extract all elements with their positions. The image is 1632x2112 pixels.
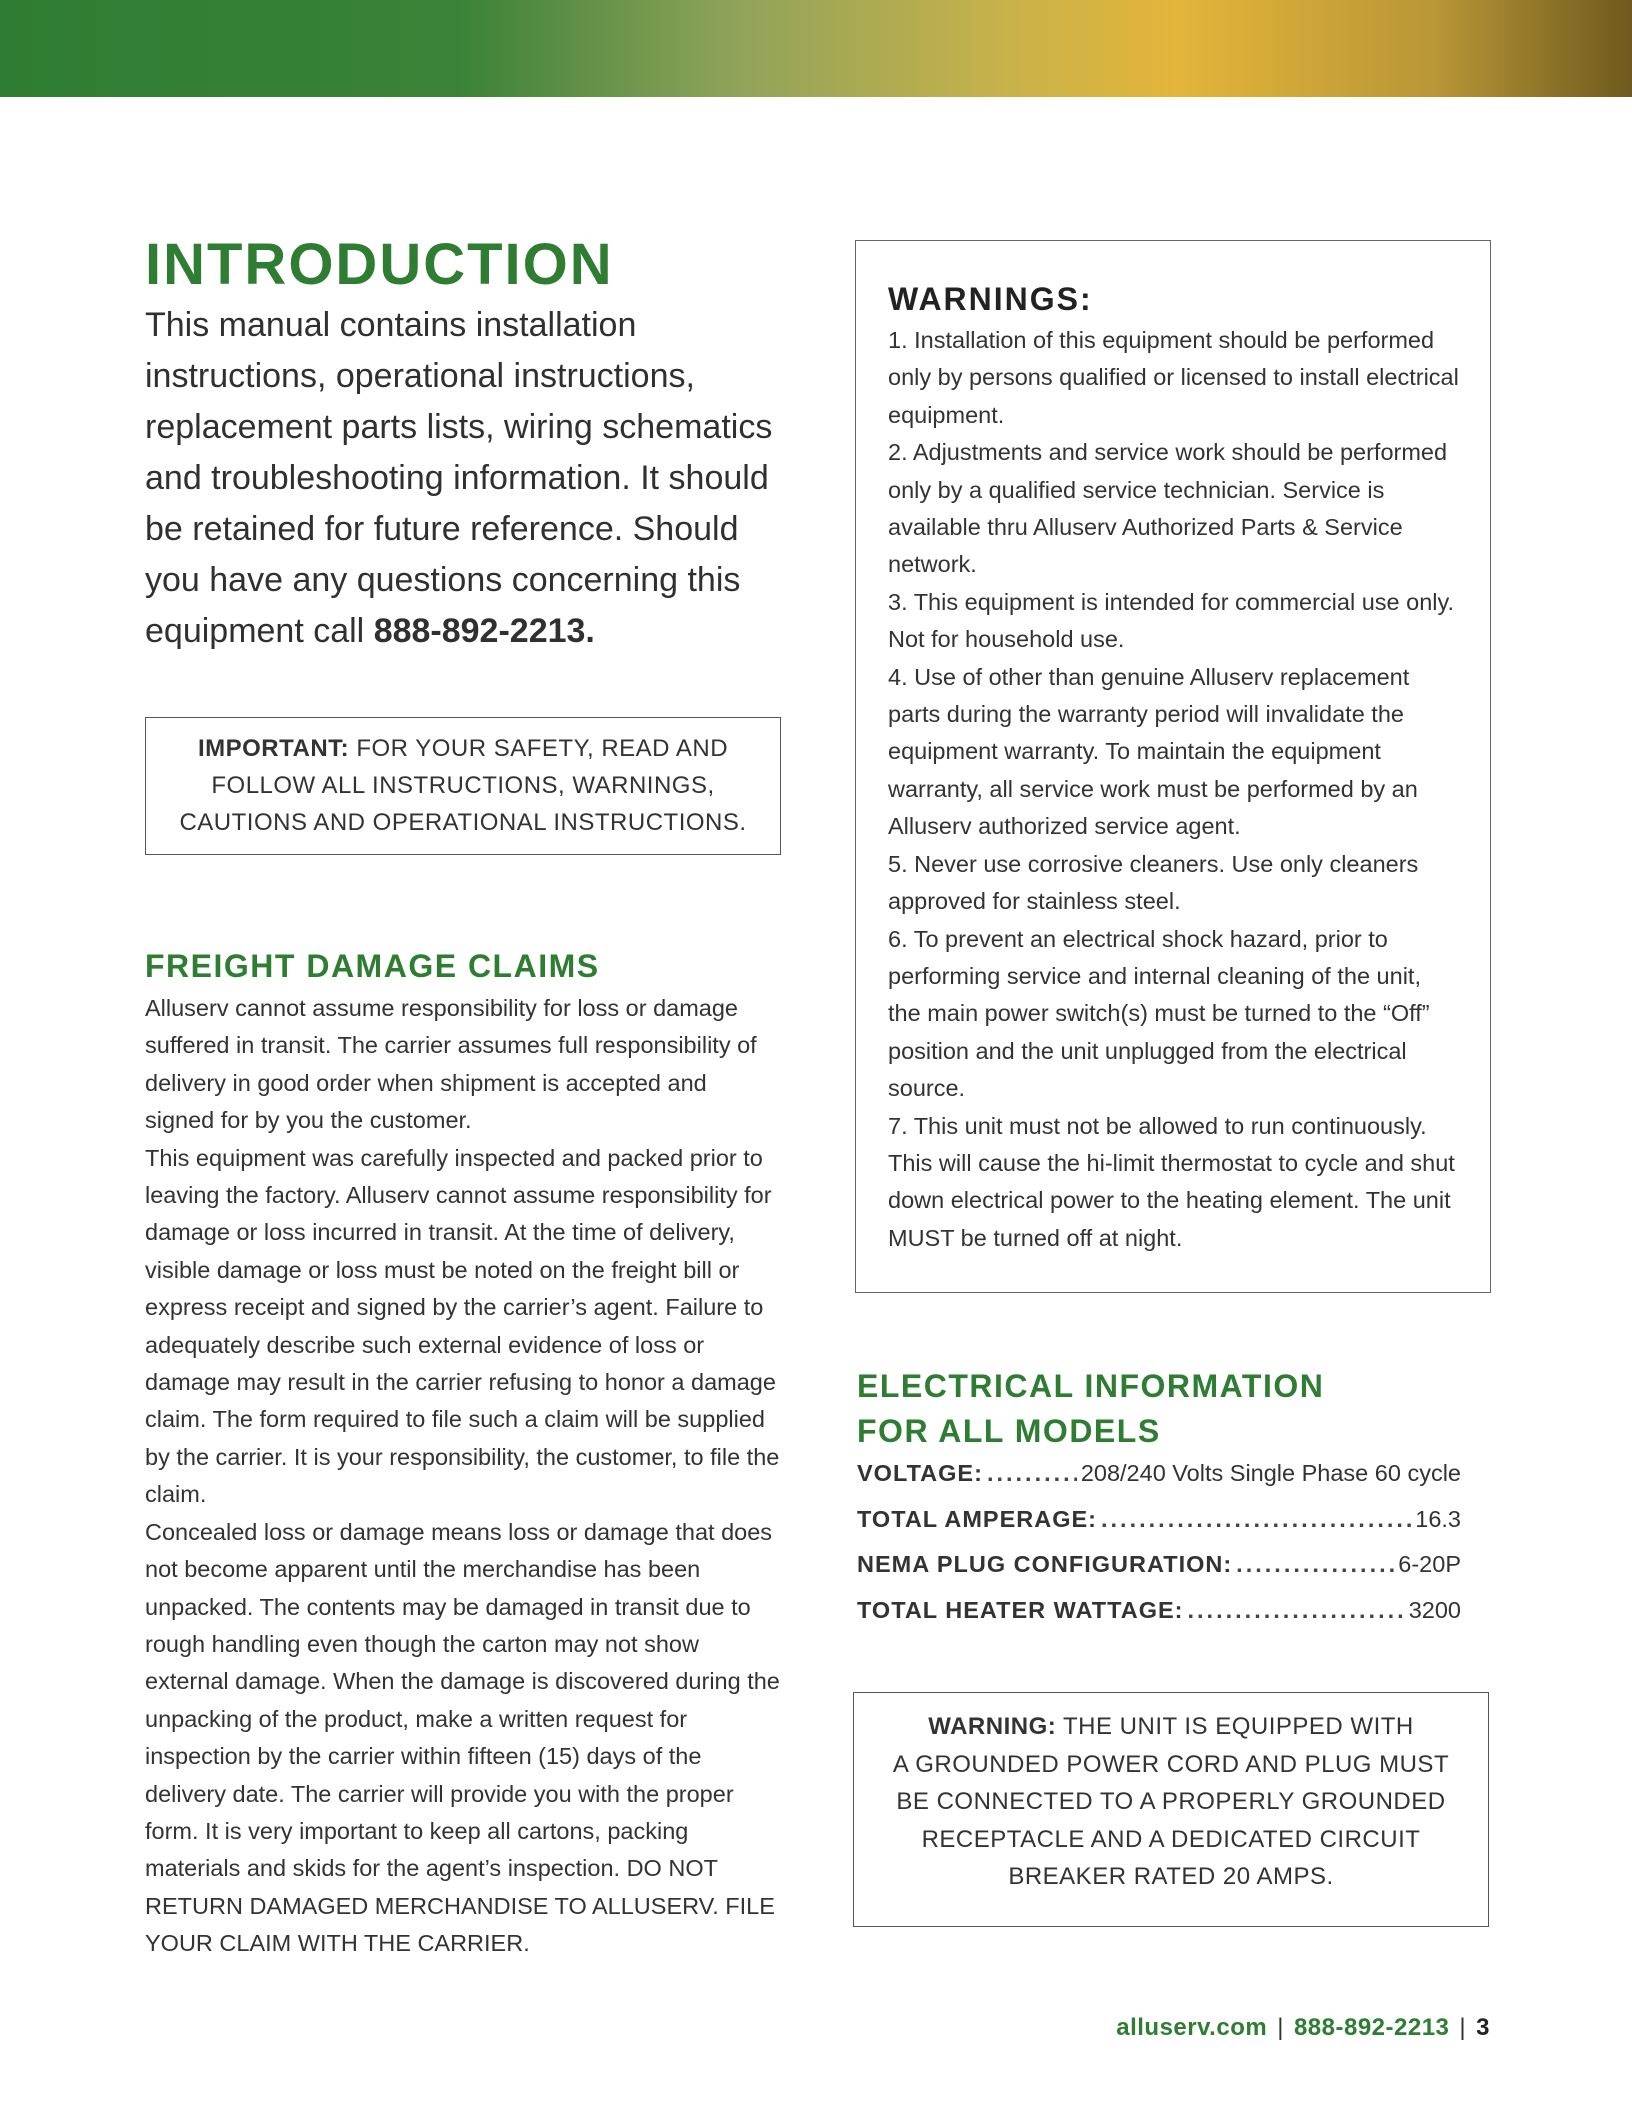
spec-row-voltage — [857, 1460, 1461, 1506]
dot-leader — [1236, 1551, 1394, 1578]
dot-leader — [1187, 1597, 1404, 1624]
grounding-warning-line: BREAKER RATED 20 AMPS. — [1008, 1863, 1334, 1890]
spec-row-amperage — [857, 1506, 1461, 1552]
spec-label: NEMA PLUG CONFIGURATION: — [857, 1551, 1233, 1577]
footer-phone: 888-892-2213 — [1293, 2014, 1450, 2041]
grounding-warning-line: A GROUNDED POWER CORD AND PLUG MUST — [892, 1750, 1450, 1778]
warning-item: 2. Adjustments and service work should be performed only by a qualified service technician. Service is available thru Alluserv Authorized Parts & Service network. — [888, 439, 1448, 578]
spec-value: 208/240 Volts Single Phase 60 cycle — [1080, 1460, 1461, 1486]
warning-item: 1. Installation of this equipment should be performed only by persons qualified or licensed to install electrical equipment. — [888, 327, 1459, 428]
warning-item: 4. Use of other than genuine Alluserv replacement parts during the warranty period will invalidate the equipment warranty. To maintain the equipment warranty, all service work must be performed by an Alluserv authorized service agent. — [888, 663, 1418, 840]
spec-row-plug — [857, 1551, 1461, 1597]
grounding-warning-box — [853, 1692, 1489, 1927]
electrical-info-title — [857, 1364, 1324, 1454]
spec-label: TOTAL HEATER WATTAGE: — [857, 1596, 1184, 1623]
freight-paragraph: This equipment was carefully inspected and packed prior to leaving the factory. Alluserv cannot assume responsibility for damage or loss incurred in transit. At the time of delivery, visible damage or loss must be noted on the freight bill or express receipt and signed by the carrier’s agent. Failure to adequately describe such external evidence of loss or damage may result in the carrier refusing to honor a damage claim. The form required to file such a claim will be supplied by the carrier. It is your responsibility, the customer, to file the claim. — [145, 1144, 780, 1508]
introduction-text — [145, 300, 785, 657]
spec-value: 16.3 — [1415, 1505, 1461, 1532]
warning-item: 5. Never use corrosive cleaners. Use only cleaners approved for stainless steel. — [888, 850, 1419, 915]
grounding-warning-label: WARNING: — [928, 1713, 1057, 1740]
spec-label: TOTAL AMPERAGE: — [857, 1505, 1097, 1532]
footer-separator: | — [1459, 2014, 1467, 2041]
warning-item: 3. This equipment is intended for commercial use only. Not for household use. — [888, 588, 1455, 653]
introduction-title: INTRODUCTION — [145, 232, 614, 297]
introduction-section — [145, 230, 785, 657]
freight-paragraph: Concealed loss or damage means loss or damage that does not become apparent until the merchandise has been unpacked. The contents may be damaged in transit due to rough handling even though the carton may not show external damage. When the damage is discovered during the unpacking of the product, make a written request for inspection by the carrier within fifteen (15) days of the delivery date. The carrier will provide you with the proper form. It is very important to keep all cartons, packing materials and skids for the agent’s inspection. DO NOT RETURN DAMAGED MERCHANDISE TO ALLUSERV. FILE YOUR CLAIM WITH THE CARRIER. — [145, 1518, 780, 1957]
freight-damage-title: FREIGHT DAMAGE CLAIMS — [145, 948, 600, 984]
electrical-title-line1: ELECTRICAL INFORMATION — [857, 1368, 1325, 1404]
electrical-title-line2: FOR ALL MODELS — [857, 1413, 1161, 1449]
dot-leader — [1101, 1506, 1411, 1533]
important-text: FOR YOUR SAFETY, READ AND FOLLOW ALL INSTRUCTIONS, WARNINGS, CAUTIONS AND OPERATIONAL INSTRUCTIONS. — [179, 735, 747, 836]
grounding-warning-line: BE CONNECTED TO A PROPERLY GROUNDED — [896, 1788, 1446, 1815]
freight-paragraph: Alluserv cannot assume responsibility for loss or damage suffered in transit. The carrier assumes full responsibility of delivery in good order when shipment is accepted and signed for by you the customer. — [145, 995, 757, 1134]
introduction-phone: 888-892-2213. — [373, 612, 595, 650]
important-label: IMPORTANT: — [197, 735, 350, 762]
freight-damage-body — [145, 990, 781, 1963]
warnings-box — [855, 240, 1491, 1293]
warning-item: 7. This unit must not be allowed to run continuously. This will cause the hi-limit thermostat to cycle and shut down electrical power to the heating element. The unit MUST be turned off at night. — [888, 1112, 1455, 1251]
electrical-spec-table — [857, 1460, 1461, 1642]
introduction-body: This manual contains installation instructions, operational instructions, replacement parts lists, wiring schematics and troubleshooting information. It should be retained for future reference. Should you have any questions concerning this equipment call — [145, 306, 773, 650]
page-number: 3 — [1476, 2014, 1490, 2041]
header-gradient-bar — [0, 0, 1632, 97]
dot-leader — [987, 1460, 1077, 1487]
spec-label: VOLTAGE: — [857, 1460, 983, 1486]
warning-item: 6. To prevent an electrical shock hazard, prior to performing service and internal cleaning of the unit, the main power switch(s) must be turned to the “Off” position and the unit unplugged from the electrical source. — [888, 925, 1430, 1102]
spec-value: 6-20P — [1398, 1551, 1461, 1577]
grounding-warning-line: RECEPTACLE AND A DEDICATED CIRCUIT — [921, 1825, 1421, 1853]
warnings-list — [888, 322, 1460, 1257]
footer-website[interactable]: alluserv.com — [1116, 2014, 1268, 2041]
footer-separator: | — [1277, 2014, 1284, 2041]
grounding-warning-line: THE UNIT IS EQUIPPED WITH — [1062, 1713, 1414, 1740]
warnings-title: WARNINGS: — [888, 281, 1093, 317]
spec-row-wattage — [857, 1597, 1461, 1643]
spec-value: 3200 — [1408, 1596, 1461, 1623]
important-notice-box — [145, 717, 781, 855]
page-footer — [1116, 2014, 1490, 2042]
